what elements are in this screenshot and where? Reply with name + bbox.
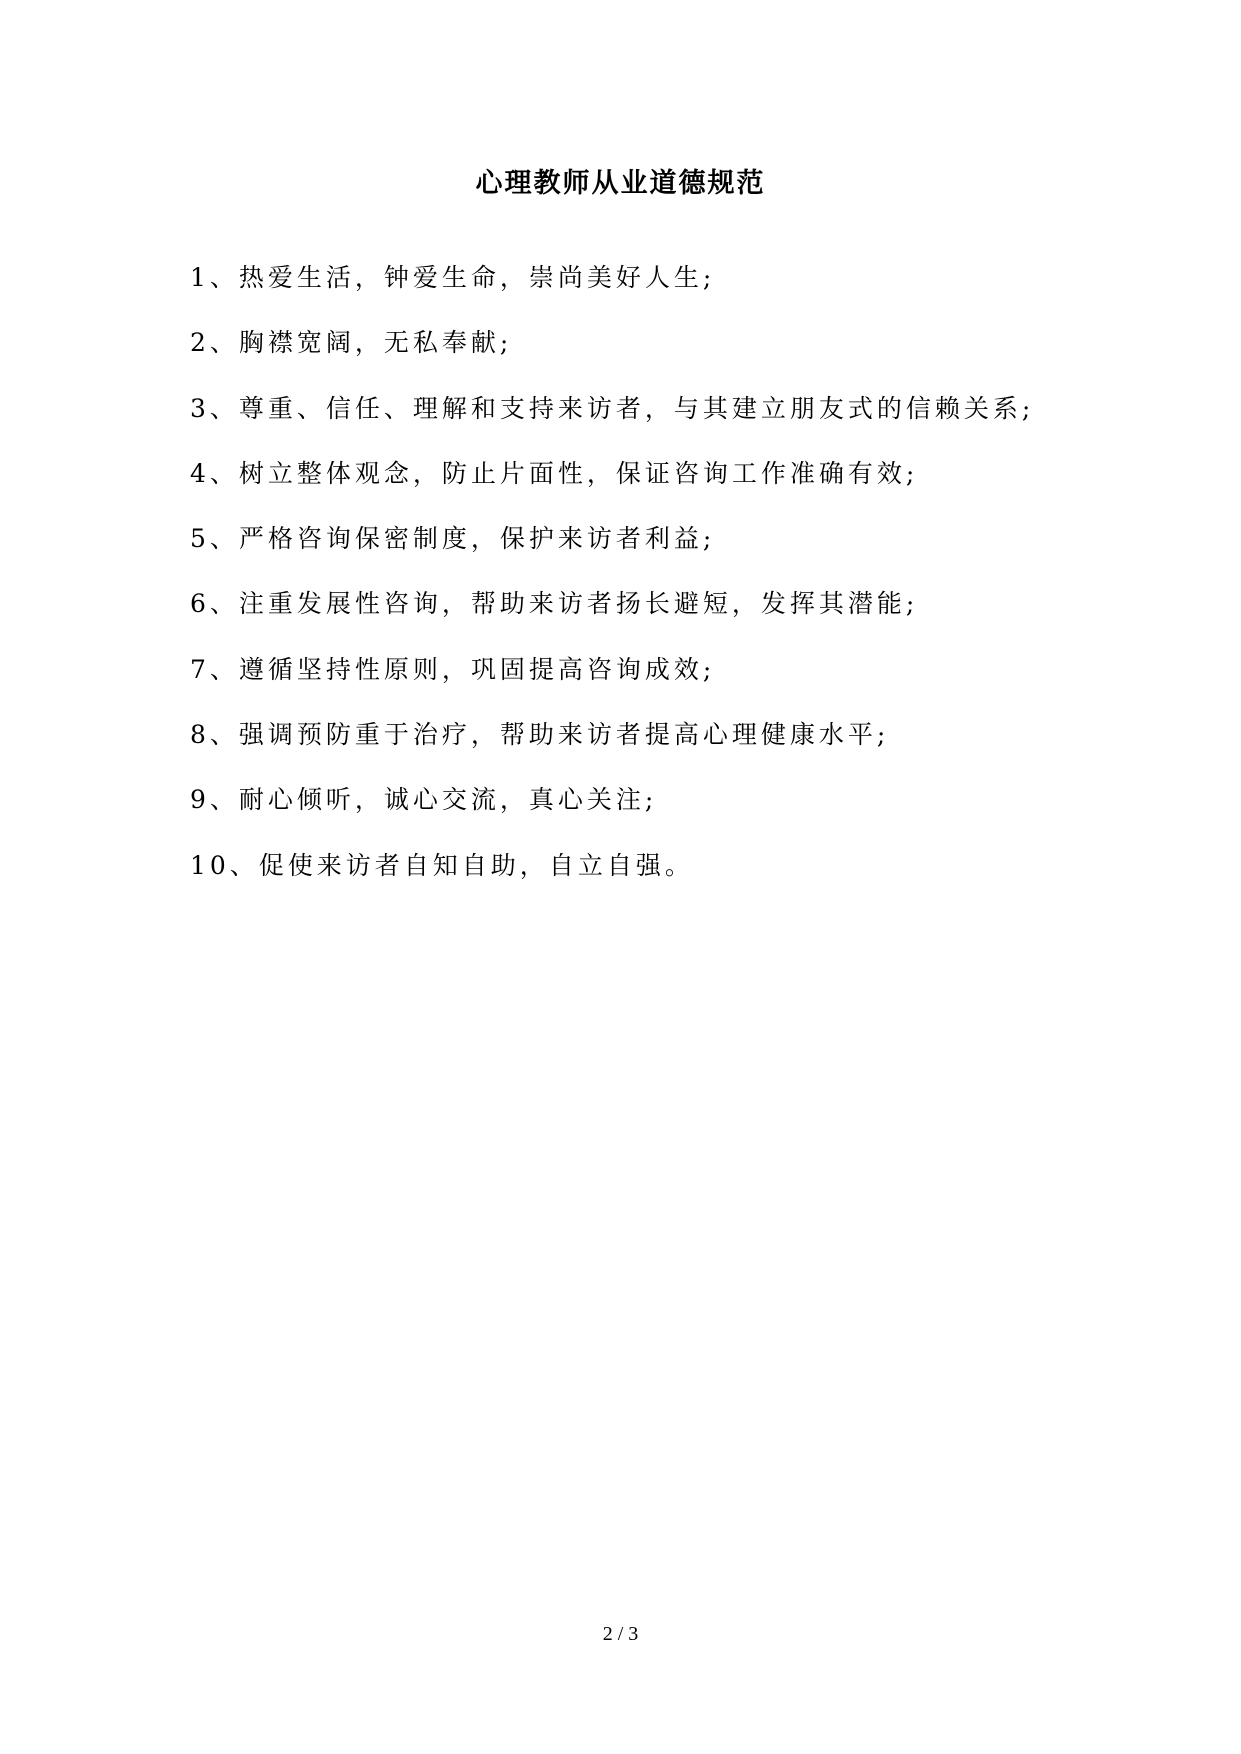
list-item: 10、促使来访者自知自助，自立自强。: [190, 850, 694, 880]
list-item: 1、热爱生活，钟爱生命，崇尚美好人生;: [190, 263, 716, 292]
list-item: 5、严格咨询保密制度，保护来访者利益;: [190, 524, 716, 554]
list-item: 6、注重发展性咨询，帮助来访者扬长避短，发挥其潜能;: [190, 589, 919, 619]
list-item: 8、强调预防重于治疗，帮助来访者提高心理健康水平;: [190, 720, 890, 750]
list-item: 7、遵循坚持性原则，巩固提高咨询成效;: [190, 654, 716, 684]
list-item: 9、耐心倾听，诚心交流，真心关注;: [190, 785, 658, 815]
page-number: 2 / 3: [602, 1623, 639, 1645]
document-title: 心理教师从业道德规范: [475, 168, 766, 199]
code-of-conduct-list: [190, 256, 1090, 909]
list-item: 3、尊重、信任、理解和支持来访者，与其建立朋友式的信赖关系;: [190, 393, 1035, 423]
list-item: 2、胸襟宽阔，无私奉献;: [190, 328, 513, 358]
list-item: 4、树立整体观念，防止片面性，保证咨询工作准确有效;: [190, 458, 919, 488]
